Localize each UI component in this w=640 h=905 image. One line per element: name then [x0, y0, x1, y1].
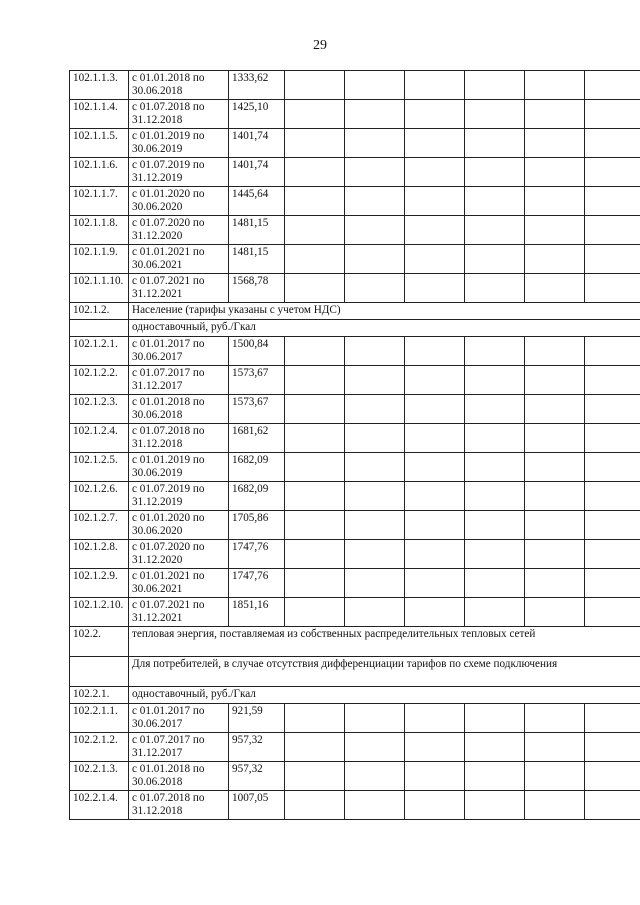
- row-period: [129, 158, 229, 187]
- empty-cell: [585, 158, 640, 187]
- empty-cell: [405, 569, 465, 598]
- empty-cell: [345, 511, 405, 540]
- empty-cell: [345, 158, 405, 187]
- empty-cell: [525, 274, 585, 303]
- empty-cell: [465, 129, 525, 158]
- empty-cell: [345, 424, 405, 453]
- period-start: с 01.01.2017 по: [132, 705, 205, 717]
- row-value: 1682,09: [229, 453, 285, 482]
- empty-cell: [405, 337, 465, 366]
- row-period: [129, 511, 229, 540]
- empty-cell: [285, 540, 345, 569]
- empty-cell: [345, 704, 405, 733]
- row-value: 1851,16: [229, 598, 285, 627]
- row-code: 102.1.2.7.: [70, 511, 129, 540]
- row-value: 957,32: [229, 762, 285, 791]
- empty-cell: [345, 100, 405, 129]
- period-end: 31.12.2021: [132, 288, 183, 300]
- table-row: [70, 424, 640, 453]
- row-code: 102.1.1.8.: [70, 216, 129, 245]
- empty-cell: [285, 395, 345, 424]
- row-period: [129, 733, 229, 762]
- empty-cell: [525, 791, 585, 820]
- empty-cell: [285, 791, 345, 820]
- row-period: [129, 100, 229, 129]
- empty-cell: [345, 187, 405, 216]
- row-code: 102.1.1.10.: [70, 274, 129, 303]
- period-start: с 01.07.2019 по: [132, 483, 205, 495]
- table-row: [70, 540, 640, 569]
- period-end: 30.06.2017: [132, 718, 183, 730]
- empty-cell: [525, 395, 585, 424]
- table-row: [70, 366, 640, 395]
- empty-cell: [345, 274, 405, 303]
- empty-cell: [465, 424, 525, 453]
- row-code: 102.1.2.10.: [70, 598, 129, 627]
- row-code: 102.1.1.6.: [70, 158, 129, 187]
- empty-cell: [585, 733, 640, 762]
- period-start: с 01.01.2018 по: [132, 72, 205, 84]
- period-start: с 01.07.2020 по: [132, 217, 205, 229]
- empty-cell: [405, 424, 465, 453]
- table-row: [70, 569, 640, 598]
- empty-cell: [345, 395, 405, 424]
- row-period: [129, 274, 229, 303]
- section-row: [70, 303, 640, 320]
- period-end: 30.06.2019: [132, 143, 183, 155]
- empty-cell: [285, 704, 345, 733]
- row-period: [129, 598, 229, 627]
- table-row: [70, 762, 640, 791]
- row-code: [70, 657, 129, 687]
- period-end: 31.12.2021: [132, 612, 183, 624]
- empty-cell: [465, 216, 525, 245]
- empty-cell: [465, 482, 525, 511]
- row-code: [70, 320, 129, 337]
- empty-cell: [405, 482, 465, 511]
- period-end: 30.06.2021: [132, 583, 183, 595]
- row-code: 102.1.2.1.: [70, 337, 129, 366]
- empty-cell: [585, 366, 640, 395]
- empty-cell: [465, 762, 525, 791]
- row-period: [129, 482, 229, 511]
- row-period: [129, 395, 229, 424]
- row-period: [129, 129, 229, 158]
- empty-cell: [405, 158, 465, 187]
- empty-cell: [405, 540, 465, 569]
- empty-cell: [525, 453, 585, 482]
- empty-cell: [345, 216, 405, 245]
- table-row: [70, 395, 640, 424]
- period-start: с 01.07.2017 по: [132, 367, 205, 379]
- empty-cell: [285, 511, 345, 540]
- period-start: с 01.07.2020 по: [132, 541, 205, 553]
- row-code: 102.1.2.5.: [70, 453, 129, 482]
- empty-cell: [585, 762, 640, 791]
- empty-cell: [585, 129, 640, 158]
- empty-cell: [585, 337, 640, 366]
- empty-cell: [405, 511, 465, 540]
- empty-cell: [345, 540, 405, 569]
- period-start: с 01.07.2021 по: [132, 599, 205, 611]
- empty-cell: [285, 453, 345, 482]
- empty-cell: [585, 187, 640, 216]
- tariff-table: [69, 70, 640, 820]
- empty-cell: [525, 511, 585, 540]
- empty-cell: [345, 598, 405, 627]
- period-start: с 01.07.2021 по: [132, 275, 205, 287]
- period-start: с 01.01.2021 по: [132, 246, 205, 258]
- period-start: с 01.01.2018 по: [132, 763, 205, 775]
- empty-cell: [285, 762, 345, 791]
- row-code: 102.1.1.7.: [70, 187, 129, 216]
- row-code: 102.1.2.2.: [70, 366, 129, 395]
- empty-cell: [525, 216, 585, 245]
- empty-cell: [285, 482, 345, 511]
- empty-cell: [525, 424, 585, 453]
- section-row: [70, 627, 640, 657]
- empty-cell: [585, 453, 640, 482]
- empty-cell: [525, 187, 585, 216]
- row-period: [129, 569, 229, 598]
- empty-cell: [285, 187, 345, 216]
- row-period: [129, 366, 229, 395]
- period-end: 30.06.2018: [132, 776, 183, 788]
- empty-cell: [585, 569, 640, 598]
- row-value: 1747,76: [229, 540, 285, 569]
- period-end: 31.12.2019: [132, 496, 183, 508]
- period-start: с 01.01.2021 по: [132, 570, 205, 582]
- row-code: 102.1.2.: [70, 303, 129, 320]
- row-period: [129, 71, 229, 100]
- row-value: 1481,15: [229, 245, 285, 274]
- row-code: 102.2.1.1.: [70, 704, 129, 733]
- row-value: 1568,78: [229, 274, 285, 303]
- empty-cell: [585, 71, 640, 100]
- row-period: [129, 337, 229, 366]
- row-value: 1747,76: [229, 569, 285, 598]
- row-code: 102.1.2.8.: [70, 540, 129, 569]
- empty-cell: [465, 569, 525, 598]
- empty-cell: [405, 216, 465, 245]
- period-end: 31.12.2018: [132, 114, 183, 126]
- empty-cell: [465, 366, 525, 395]
- row-value: 1425,10: [229, 100, 285, 129]
- empty-cell: [525, 733, 585, 762]
- period-start: с 01.01.2020 по: [132, 512, 205, 524]
- section-title: тепловая энергия, поставляемая из собственных распределительных тепловых сетей: [129, 627, 640, 657]
- period-end: 30.06.2021: [132, 259, 183, 271]
- empty-cell: [405, 187, 465, 216]
- empty-cell: [525, 129, 585, 158]
- empty-cell: [585, 424, 640, 453]
- row-code: 102.1.2.4.: [70, 424, 129, 453]
- table-row: [70, 791, 640, 820]
- row-code: 102.2.1.: [70, 687, 129, 704]
- row-code: 102.1.2.3.: [70, 395, 129, 424]
- table-row: [70, 158, 640, 187]
- row-value: 1681,62: [229, 424, 285, 453]
- empty-cell: [465, 274, 525, 303]
- empty-cell: [285, 337, 345, 366]
- empty-cell: [405, 129, 465, 158]
- section-row: [70, 687, 640, 704]
- period-end: 31.12.2017: [132, 380, 183, 392]
- empty-cell: [585, 395, 640, 424]
- empty-cell: [585, 216, 640, 245]
- row-code: 102.1.1.4.: [70, 100, 129, 129]
- table-row: [70, 129, 640, 158]
- empty-cell: [285, 274, 345, 303]
- period-end: 30.06.2018: [132, 409, 183, 421]
- row-value: 1573,67: [229, 366, 285, 395]
- period-end: 30.06.2019: [132, 467, 183, 479]
- period-start: с 01.01.2019 по: [132, 130, 205, 142]
- empty-cell: [405, 245, 465, 274]
- table-row: [70, 598, 640, 627]
- row-value: 1573,67: [229, 395, 285, 424]
- row-code: 102.1.1.3.: [70, 71, 129, 100]
- row-value: 1333,62: [229, 71, 285, 100]
- empty-cell: [465, 791, 525, 820]
- empty-cell: [465, 704, 525, 733]
- row-value: 1682,09: [229, 482, 285, 511]
- tariff-table-body: [70, 71, 640, 820]
- empty-cell: [525, 704, 585, 733]
- row-period: [129, 762, 229, 791]
- empty-cell: [525, 569, 585, 598]
- section-row: [70, 320, 640, 337]
- empty-cell: [405, 71, 465, 100]
- empty-cell: [285, 366, 345, 395]
- empty-cell: [345, 129, 405, 158]
- empty-cell: [285, 598, 345, 627]
- empty-cell: [465, 158, 525, 187]
- empty-cell: [285, 100, 345, 129]
- row-value: 921,59: [229, 704, 285, 733]
- empty-cell: [465, 598, 525, 627]
- row-code: 102.2.1.4.: [70, 791, 129, 820]
- table-row: [70, 482, 640, 511]
- empty-cell: [285, 245, 345, 274]
- table-row: [70, 274, 640, 303]
- empty-cell: [345, 791, 405, 820]
- row-period: [129, 704, 229, 733]
- empty-cell: [465, 337, 525, 366]
- empty-cell: [585, 245, 640, 274]
- empty-cell: [525, 366, 585, 395]
- row-code: 102.2.1.3.: [70, 762, 129, 791]
- table-row: [70, 733, 640, 762]
- empty-cell: [285, 71, 345, 100]
- period-start: с 01.01.2019 по: [132, 454, 205, 466]
- empty-cell: [525, 158, 585, 187]
- period-start: с 01.07.2018 по: [132, 792, 205, 804]
- section-title: одноставочный, руб./Гкал: [129, 320, 640, 337]
- empty-cell: [345, 569, 405, 598]
- empty-cell: [345, 453, 405, 482]
- period-end: 30.06.2020: [132, 201, 183, 213]
- empty-cell: [525, 337, 585, 366]
- empty-cell: [345, 71, 405, 100]
- empty-cell: [585, 100, 640, 129]
- empty-cell: [405, 791, 465, 820]
- empty-cell: [585, 482, 640, 511]
- row-code: 102.1.1.5.: [70, 129, 129, 158]
- empty-cell: [465, 395, 525, 424]
- empty-cell: [405, 762, 465, 791]
- empty-cell: [465, 187, 525, 216]
- empty-cell: [405, 366, 465, 395]
- empty-cell: [345, 245, 405, 274]
- empty-cell: [345, 762, 405, 791]
- table-row: [70, 337, 640, 366]
- row-period: [129, 245, 229, 274]
- period-start: с 01.01.2018 по: [132, 396, 205, 408]
- empty-cell: [585, 511, 640, 540]
- row-code: 102.2.: [70, 627, 129, 657]
- empty-cell: [285, 733, 345, 762]
- period-end: 31.12.2018: [132, 805, 183, 817]
- period-start: с 01.07.2019 по: [132, 159, 205, 171]
- empty-cell: [525, 540, 585, 569]
- empty-cell: [345, 366, 405, 395]
- row-code: 102.1.2.9.: [70, 569, 129, 598]
- empty-cell: [585, 598, 640, 627]
- empty-cell: [585, 704, 640, 733]
- row-period: [129, 424, 229, 453]
- empty-cell: [405, 733, 465, 762]
- table-row: [70, 216, 640, 245]
- empty-cell: [345, 733, 405, 762]
- period-end: 30.06.2017: [132, 351, 183, 363]
- row-value: 957,32: [229, 733, 285, 762]
- row-period: [129, 791, 229, 820]
- period-start: с 01.01.2017 по: [132, 338, 205, 350]
- table-row: [70, 245, 640, 274]
- empty-cell: [525, 100, 585, 129]
- row-period: [129, 453, 229, 482]
- row-period: [129, 540, 229, 569]
- row-value: 1007,05: [229, 791, 285, 820]
- section-title: Население (тарифы указаны с учетом НДС): [129, 303, 640, 320]
- empty-cell: [405, 598, 465, 627]
- empty-cell: [285, 158, 345, 187]
- empty-cell: [525, 762, 585, 791]
- section-title: Для потребителей, в случае отсутствия дифференциации тарифов по схеме подключения: [129, 657, 640, 687]
- empty-cell: [285, 569, 345, 598]
- section-row: [70, 657, 640, 687]
- period-end: 31.12.2020: [132, 554, 183, 566]
- empty-cell: [465, 733, 525, 762]
- empty-cell: [585, 274, 640, 303]
- row-value: 1705,86: [229, 511, 285, 540]
- empty-cell: [525, 598, 585, 627]
- empty-cell: [405, 704, 465, 733]
- period-start: с 01.07.2018 по: [132, 425, 205, 437]
- row-code: 102.1.2.6.: [70, 482, 129, 511]
- empty-cell: [525, 482, 585, 511]
- table-row: [70, 100, 640, 129]
- row-value: 1401,74: [229, 158, 285, 187]
- empty-cell: [285, 216, 345, 245]
- period-start: с 01.01.2020 по: [132, 188, 205, 200]
- table-row: [70, 71, 640, 100]
- empty-cell: [405, 395, 465, 424]
- empty-cell: [465, 453, 525, 482]
- table-row: [70, 187, 640, 216]
- period-end: 31.12.2019: [132, 172, 183, 184]
- row-code: 102.2.1.2.: [70, 733, 129, 762]
- empty-cell: [345, 337, 405, 366]
- empty-cell: [465, 245, 525, 274]
- table-row: [70, 704, 640, 733]
- empty-cell: [465, 71, 525, 100]
- empty-cell: [405, 453, 465, 482]
- row-code: 102.1.1.9.: [70, 245, 129, 274]
- empty-cell: [465, 511, 525, 540]
- empty-cell: [525, 71, 585, 100]
- row-value: 1401,74: [229, 129, 285, 158]
- empty-cell: [405, 100, 465, 129]
- empty-cell: [345, 482, 405, 511]
- table-row: [70, 453, 640, 482]
- period-start: с 01.07.2018 по: [132, 101, 205, 113]
- period-end: 31.12.2017: [132, 747, 183, 759]
- empty-cell: [465, 540, 525, 569]
- row-period: [129, 187, 229, 216]
- period-end: 30.06.2018: [132, 85, 183, 97]
- empty-cell: [405, 274, 465, 303]
- row-period: [129, 216, 229, 245]
- empty-cell: [585, 791, 640, 820]
- period-end: 31.12.2018: [132, 438, 183, 450]
- table-row: [70, 511, 640, 540]
- empty-cell: [285, 129, 345, 158]
- section-title: одноставочный, руб./Гкал: [129, 687, 640, 704]
- empty-cell: [465, 100, 525, 129]
- period-end: 30.06.2020: [132, 525, 183, 537]
- row-value: 1481,15: [229, 216, 285, 245]
- empty-cell: [285, 424, 345, 453]
- page-number: 29: [313, 38, 327, 53]
- empty-cell: [585, 540, 640, 569]
- period-start: с 01.07.2017 по: [132, 734, 205, 746]
- period-end: 31.12.2020: [132, 230, 183, 242]
- row-value: 1500,84: [229, 337, 285, 366]
- empty-cell: [525, 245, 585, 274]
- row-value: 1445,64: [229, 187, 285, 216]
